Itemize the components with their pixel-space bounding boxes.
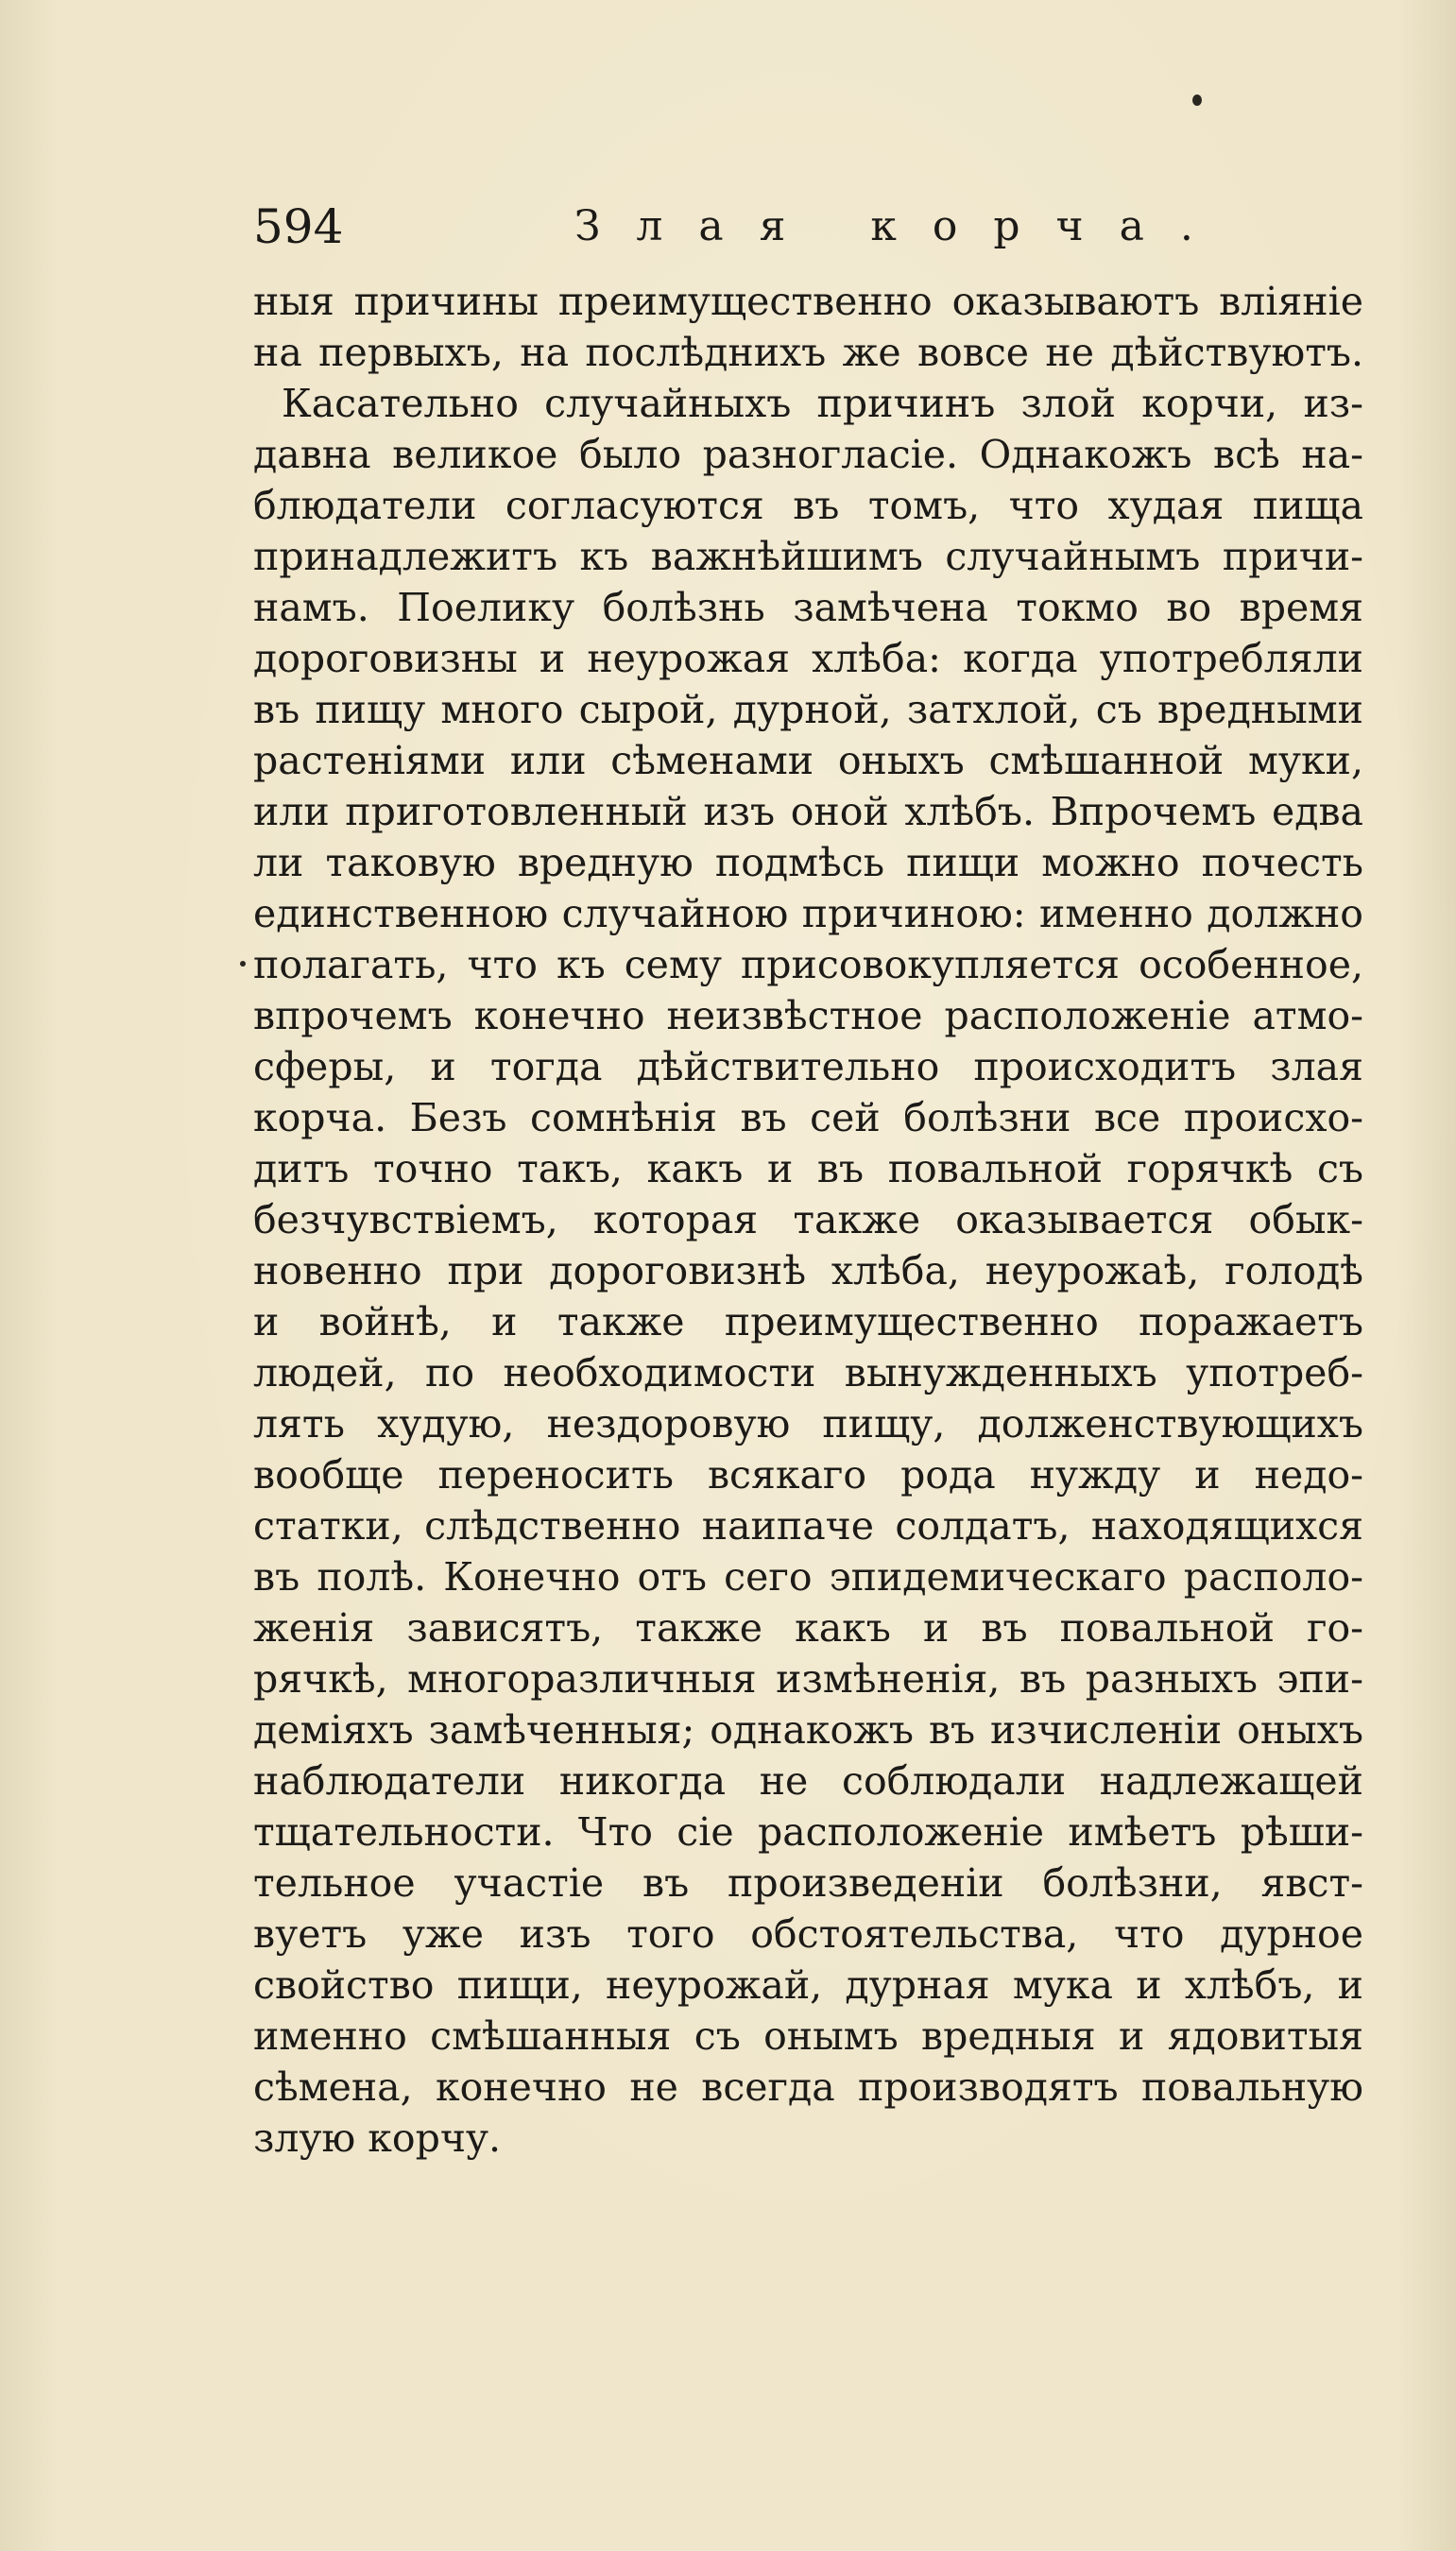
- text-line: деміяхъ замѣченныя; однакожъ въ изчисленіи оныхъ: [253, 1707, 1363, 1753]
- text-line: полагать, что къ сему присовокупляется особенное,: [253, 942, 1363, 987]
- text-line: въ полѣ. Конечно отъ сего эпидемическаго располо-: [253, 1554, 1363, 1600]
- text-line: женія зависятъ, также какъ и въ повальной го-: [253, 1605, 1363, 1651]
- text-line: впрочемъ конечно неизвѣстное расположеніе атмо-: [253, 993, 1363, 1038]
- text-line: блюдатели согласуются въ томъ, что худая пища: [253, 483, 1363, 528]
- text-line: ли таковую вредную подмѣсь пищи можно почесть: [253, 840, 1363, 885]
- ink-spot: [240, 961, 246, 967]
- page-header: [253, 198, 1368, 274]
- text-line: корча. Безъ сомнѣнія въ сей болѣзни все происхо-: [253, 1095, 1363, 1140]
- text-line: рячкѣ, многоразличныя измѣненія, въ разныхъ эпи-: [253, 1656, 1363, 1702]
- body-text: [253, 276, 1363, 2164]
- text-line: именно смѣшанныя съ онымъ вредныя и ядовитыя: [253, 2013, 1363, 2059]
- text-line: намъ. Поелику болѣзнь замѣчена токмо во время: [253, 585, 1363, 630]
- text-line: людей, по необходимости вынужденныхъ употреб-: [253, 1350, 1363, 1395]
- text-line: или приготовленный изъ оной хлѣбъ. Впрочемъ едва: [253, 789, 1363, 834]
- text-line: свойство пищи, неурожай, дурная мука и хлѣбъ, и: [253, 1962, 1363, 2008]
- text-line: Касательно случайныхъ причинъ злой корчи, из-: [282, 381, 1363, 426]
- text-line: тщательности. Что сіе расположеніе имѣетъ рѣши-: [253, 1809, 1363, 1855]
- text-line: единственною случайною причиною: именно должно: [253, 891, 1363, 936]
- text-line: сферы, и тогда дѣйствительно происходитъ злая: [253, 1044, 1363, 1089]
- text-line: и войнѣ, и также преимущественно поражаетъ: [253, 1299, 1363, 1344]
- text-line: дитъ точно такъ, какъ и въ повальной горячкѣ съ: [253, 1146, 1363, 1191]
- page-number: 594: [253, 199, 344, 254]
- text-line: злую корчу.: [253, 2115, 502, 2161]
- text-line: новенно при дороговизнѣ хлѣба, неурожаѣ, голодѣ: [253, 1248, 1363, 1293]
- text-line: статки, слѣдственно наипаче солдатъ, находящихся: [253, 1503, 1363, 1549]
- ink-spot: [1192, 94, 1202, 106]
- text-line: безчувствіемъ, которая также оказывается обык-: [253, 1197, 1363, 1242]
- running-title: Злая корча.: [574, 202, 1229, 250]
- text-line: лять худую, нездоровую пищу, долженствующихъ: [253, 1401, 1363, 1447]
- text-line: вообще переносить всякаго рода нужду и недо-: [253, 1452, 1363, 1498]
- text-line: въ пищу много сырой, дурной, затхлой, съ вредными: [253, 687, 1363, 732]
- text-line: принадлежитъ къ важнѣйшимъ случайнымъ причи-: [253, 534, 1363, 579]
- text-line: растеніями или сѣменами оныхъ смѣшанной муки,: [253, 738, 1363, 783]
- text-line: давна великое было разногласіе. Однакожъ всѣ на-: [253, 432, 1363, 477]
- text-line: ныя причины преимущественно оказываютъ вліяніе: [253, 279, 1363, 324]
- text-line: наблюдатели никогда не соблюдали надлежащей: [253, 1758, 1363, 1804]
- text-line: дороговизны и неурожая хлѣба: когда употребляли: [253, 636, 1363, 681]
- text-line: сѣмена, конечно не всегда производятъ повальную: [253, 2064, 1363, 2110]
- text-line: вуетъ уже изъ того обстоятельства, что дурное: [253, 1911, 1363, 1957]
- text-line: тельное участіе въ произведеніи болѣзни, явст-: [253, 1860, 1363, 1906]
- text-line: на первыхъ, на послѣднихъ же вовсе не дѣйствуютъ.: [253, 330, 1363, 375]
